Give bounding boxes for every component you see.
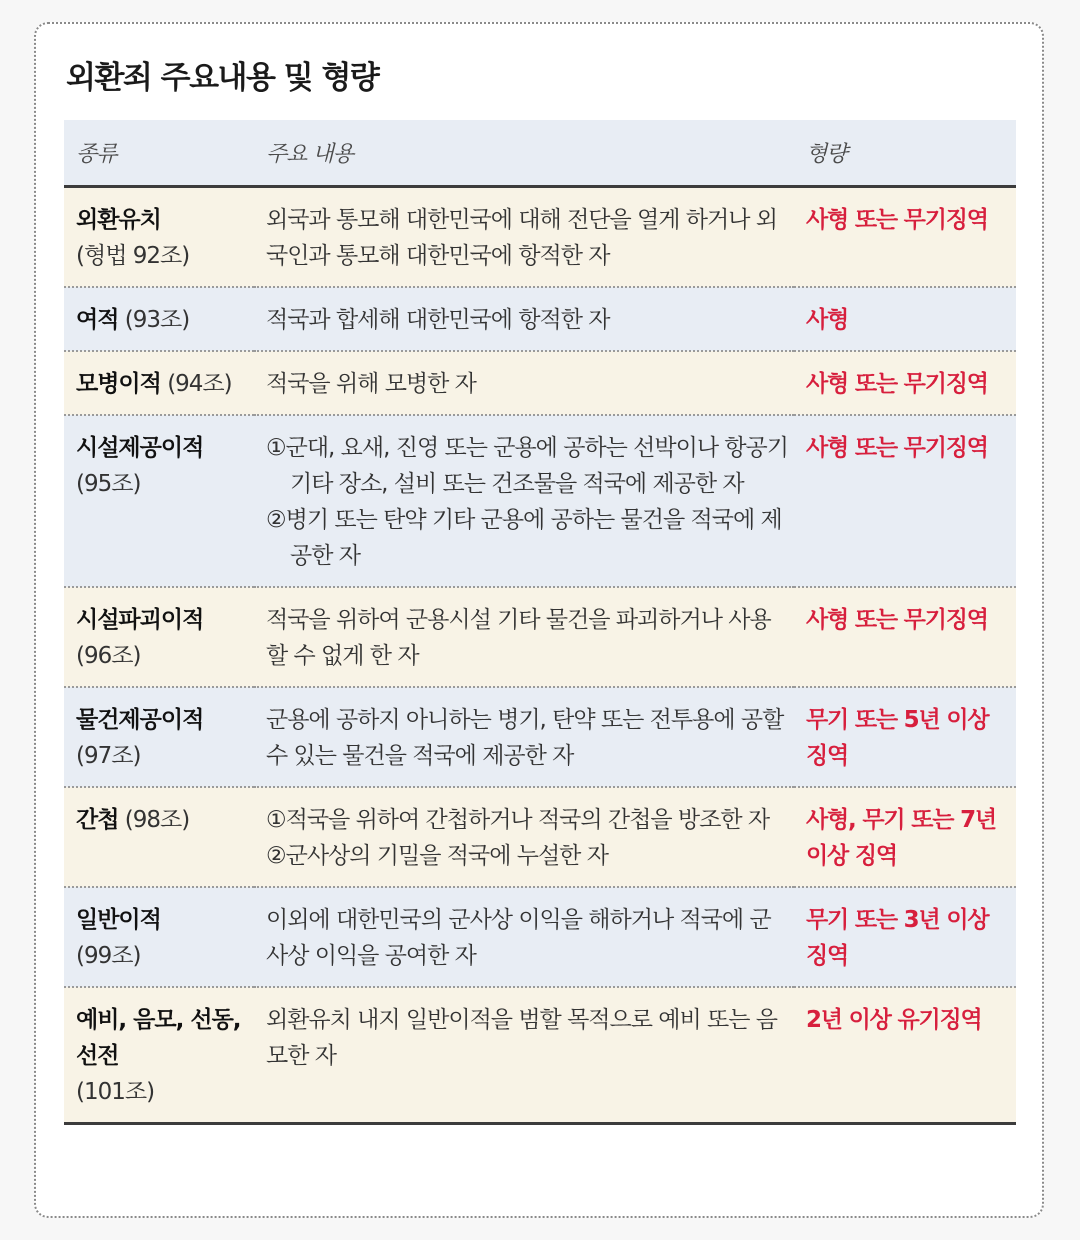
type-cell	[64, 587, 254, 687]
penalty-cell: 사형	[794, 287, 1016, 351]
penalty-cell: 사형 또는 무기징역	[794, 587, 1016, 687]
content-text: 적국과 합세해 대한민국에 항적한 자	[266, 306, 610, 333]
content-text: 적국을 위해 모병한 자	[266, 370, 476, 397]
content-item: ②군사상의 기밀을 적국에 누설한 자	[266, 842, 608, 869]
content-cell	[254, 687, 794, 787]
table-row	[64, 587, 1016, 687]
type-cell	[64, 887, 254, 987]
type-name: 물건제공이적	[76, 706, 204, 733]
infographic-card	[34, 22, 1044, 1218]
content-cell	[254, 415, 794, 587]
table-row	[64, 351, 1016, 415]
content-cell	[254, 287, 794, 351]
article-code: (96조)	[76, 642, 141, 669]
table-row	[64, 415, 1016, 587]
table-row	[64, 287, 1016, 351]
header-type: 종류	[64, 120, 254, 186]
table-row	[64, 687, 1016, 787]
article-code: (98조)	[124, 806, 190, 833]
penalty-cell: 2년 이상 유기징역	[794, 987, 1016, 1124]
article-code: (95조)	[76, 470, 141, 497]
content-item: ①적국을 위하여 간첩하거나 적국의 간첩을 방조한 자	[266, 806, 770, 833]
penalty-cell: 사형 또는 무기징역	[794, 186, 1016, 287]
table-row	[64, 987, 1016, 1124]
article-code: (93조)	[124, 306, 190, 333]
crime-table	[64, 120, 1016, 1125]
content-text: 외국과 통모해 대한민국에 대해 전단을 열게 하거나 외국인과 통모해 대한민국에 항적한 자	[266, 206, 777, 269]
type-name: 외환유치	[76, 206, 161, 233]
page-title: 외환죄 주요내용 및 형량	[66, 60, 379, 96]
type-cell	[64, 186, 254, 287]
penalty-cell: 사형, 무기 또는 7년 이상 징역	[794, 787, 1016, 887]
table-row	[64, 186, 1016, 287]
penalty-cell: 사형 또는 무기징역	[794, 351, 1016, 415]
type-cell	[64, 351, 254, 415]
type-cell	[64, 287, 254, 351]
content-cell	[254, 186, 794, 287]
content-cell	[254, 587, 794, 687]
type-cell	[64, 687, 254, 787]
table-row	[64, 887, 1016, 987]
table-header-row	[64, 120, 1016, 186]
penalty-cell: 무기 또는 3년 이상 징역	[794, 887, 1016, 987]
article-code: (101조)	[76, 1078, 155, 1105]
type-cell	[64, 787, 254, 887]
header-content: 주요 내용	[254, 120, 794, 186]
content-cell	[254, 787, 794, 887]
content-item: ①군대, 요새, 진영 또는 군용에 공하는 선박이나 항공기 기타 장소, 설비 또는 건조물을 적국에 제공한 자	[266, 434, 788, 497]
content-text: 외환유치 내지 일반이적을 범할 목적으로 예비 또는 음모한 자	[266, 1006, 777, 1069]
type-name: 일반이적	[76, 906, 161, 933]
article-code: (형법 92조)	[76, 242, 190, 269]
table-row	[64, 787, 1016, 887]
penalty-cell: 무기 또는 5년 이상 징역	[794, 687, 1016, 787]
content-text: 이외에 대한민국의 군사상 이익을 해하거나 적국에 군사상 이익을 공여한 자	[266, 906, 771, 969]
article-code: (99조)	[76, 942, 141, 969]
type-name: 모병이적	[76, 370, 161, 397]
penalty-cell: 사형 또는 무기징역	[794, 415, 1016, 587]
type-name: 시설제공이적	[76, 434, 204, 461]
content-cell	[254, 987, 794, 1124]
article-code: (94조)	[167, 370, 232, 397]
content-text: 적국을 위하여 군용시설 기타 물건을 파괴하거나 사용할 수 없게 한 자	[266, 606, 771, 669]
type-name: 간첩	[76, 806, 119, 833]
type-cell	[64, 415, 254, 587]
content-cell	[254, 351, 794, 415]
content-text: 군용에 공하지 아니하는 병기, 탄약 또는 전투용에 공할 수 있는 물건을 적국에 제공한 자	[266, 706, 784, 769]
type-name: 시설파괴이적	[76, 606, 204, 633]
type-cell	[64, 987, 254, 1124]
header-penalty: 형량	[794, 120, 1016, 186]
type-name: 예비, 음모, 선동, 선전	[76, 1006, 241, 1069]
type-name: 여적	[76, 306, 119, 333]
article-code: (97조)	[76, 742, 141, 769]
content-item: ②병기 또는 탄약 기타 군용에 공하는 물건을 적국에 제공한 자	[266, 506, 782, 569]
content-cell	[254, 887, 794, 987]
